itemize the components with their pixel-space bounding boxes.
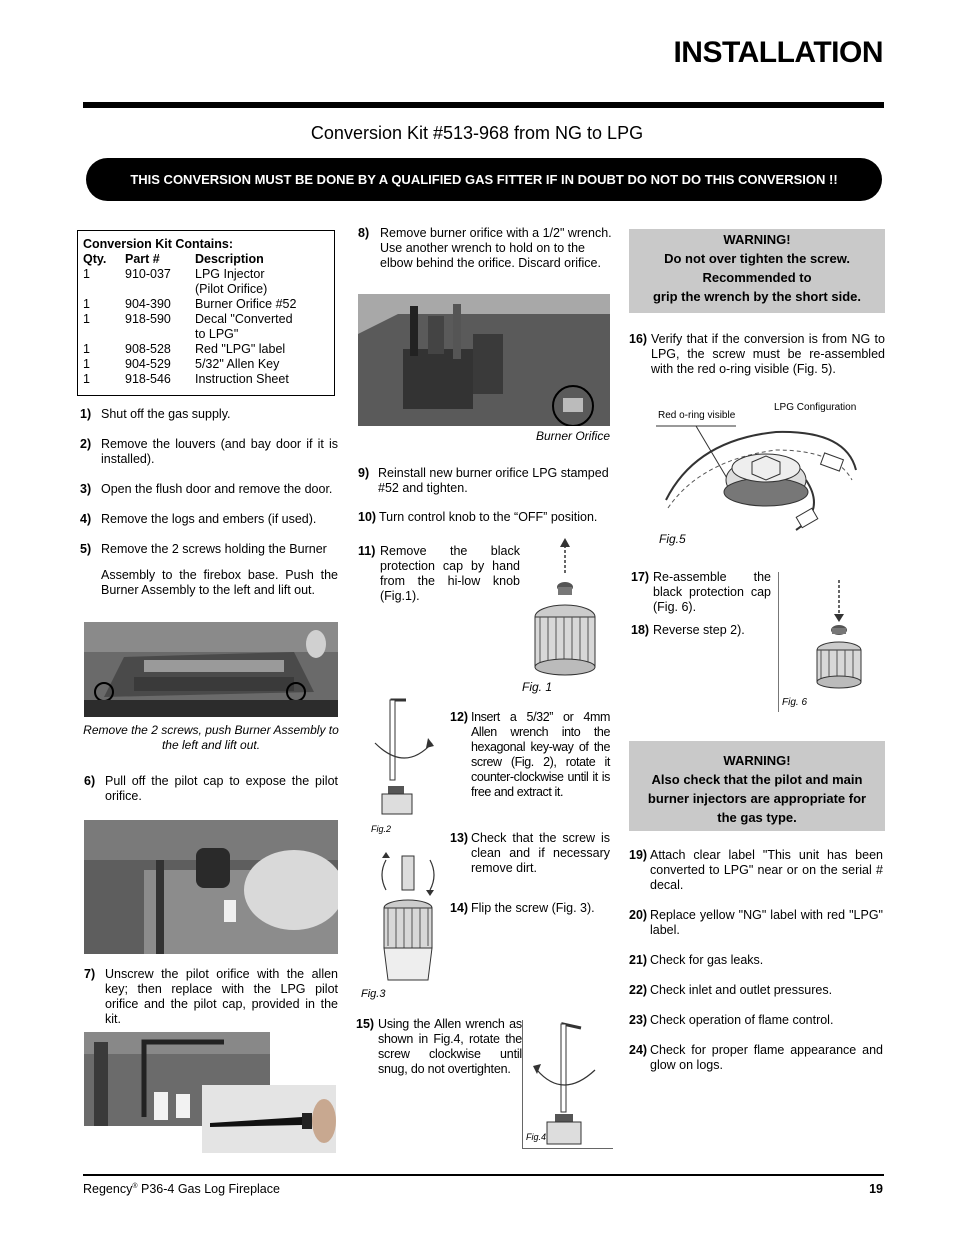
step-text-continued: Assembly to the firebox base. Push the Burner Assembly to the left and lift out. <box>101 568 338 597</box>
kit-row <box>78 372 334 387</box>
step-number: 21) <box>629 953 648 967</box>
step-text: Turn control knob to the “OFF” position. <box>379 510 598 524</box>
warning-banner <box>86 158 882 201</box>
step-22 <box>629 983 885 999</box>
kit-desc: Instruction Sheet <box>195 372 289 386</box>
step-text: Remove burner orifice with a 1/2" wrench. Use another wrench to hold on to the elbow behind the orifice. Discard orifice. <box>380 226 612 270</box>
step-number: 12) <box>450 710 469 724</box>
figure-6 <box>778 572 885 712</box>
step-number: 18) <box>631 623 650 637</box>
step-number: 6) <box>84 774 96 788</box>
step-number: 23) <box>629 1013 648 1027</box>
kit-desc: to LPG" <box>195 327 239 341</box>
kit-desc: Decal "Converted <box>195 312 293 326</box>
kit-row <box>78 282 334 297</box>
step-8 <box>358 226 614 274</box>
step-14 <box>450 901 610 917</box>
kit-qty: 1 <box>83 267 90 281</box>
fig2-label: Fig.2 <box>371 824 392 834</box>
kit-part: 904-390 <box>125 297 171 311</box>
kit-part: 918-546 <box>125 372 171 386</box>
step-number: 24) <box>629 1043 648 1057</box>
kit-qty: 1 <box>83 357 90 371</box>
warning-line: Also check that the pilot and main <box>651 772 863 787</box>
warning-title: WARNING! <box>723 232 791 247</box>
step-text: Check that the screw is clean and if necessary remove dirt. <box>471 831 610 875</box>
fig3-label: Fig.3 <box>361 988 386 1000</box>
warning-box-gas-type <box>629 741 885 831</box>
fig6-label: Fig. 6 <box>782 697 808 708</box>
kit-desc: LPG Injector <box>195 267 265 281</box>
kit-desc: (Pilot Orifice) <box>195 282 268 296</box>
step-number: 7) <box>84 967 96 981</box>
step-number: 5) <box>80 542 92 556</box>
kit-contents-box <box>77 230 335 396</box>
warning-title: WARNING! <box>723 753 791 768</box>
warning-banner-text: THIS CONVERSION MUST BE DONE BY A QUALIFIED GAS FITTER IF IN DOUBT DO NOT DO THIS CONVERSION !! <box>130 172 838 187</box>
figure-4 <box>522 1020 613 1149</box>
kit-row <box>78 267 334 282</box>
step-3 <box>80 482 338 498</box>
kit-col-part: Part # <box>125 252 160 266</box>
page-number: 19 <box>869 1182 883 1196</box>
step-text: Open the flush door and remove the door. <box>101 482 333 496</box>
footer-model: P36-4 Gas Log Fireplace <box>137 1182 280 1196</box>
step-text: Using the Allen wrench as shown in Fig.4, rotate the screw clockwise until snug, do not overtighten. <box>378 1017 522 1076</box>
footer-rule <box>83 1174 884 1176</box>
step-text: Attach clear label "This unit has been converted to LPG" near or on the serial # decal. <box>650 848 883 892</box>
figure-1 <box>530 535 600 680</box>
kit-desc: 5/32" Allen Key <box>195 357 280 371</box>
step-number: 22) <box>629 983 648 997</box>
step-text: Remove the louvers (and bay door if it is installed). <box>101 437 338 466</box>
step-number: 20) <box>629 908 648 922</box>
warning-line: Recommended to <box>702 270 812 285</box>
step-text: Flip the screw (Fig. 3). <box>471 901 595 915</box>
figure-3 <box>372 850 444 988</box>
step-15 <box>356 1017 522 1081</box>
step-text: Replace yellow "NG" label with red "LPG" label. <box>650 908 883 937</box>
kit-row <box>78 312 334 327</box>
step-20 <box>629 908 885 940</box>
step-18 <box>631 623 771 639</box>
photo-burner-assembly <box>84 622 338 717</box>
step-13 <box>450 831 610 879</box>
step-text: Unscrew the pilot orifice with the allen key; then replace with the LPG pilot orifice and the pilot cap, provided in the kit. <box>105 967 338 1026</box>
step-text: Pull off the pilot cap to expose the pilot orifice. <box>105 774 338 803</box>
kit-col-qty: Qty. <box>83 252 107 266</box>
step-11 <box>358 544 520 608</box>
figure-5 <box>656 420 886 540</box>
warning-line: the gas type. <box>717 810 797 825</box>
step-number: 13) <box>450 831 469 845</box>
warning-line: Do not over tighten the screw. <box>664 251 850 266</box>
step-24 <box>629 1043 885 1075</box>
step-number: 3) <box>80 482 92 496</box>
kit-qty: 1 <box>83 312 90 326</box>
lpg-configuration-label: LPG Configuration <box>774 402 857 413</box>
kit-header-row <box>78 252 334 267</box>
step-number: 15) <box>356 1017 375 1031</box>
step-1 <box>80 407 338 423</box>
step-text: Remove the logs and embers (if used). <box>101 512 317 526</box>
step-number: 11) <box>358 544 376 558</box>
kit-row <box>78 357 334 372</box>
step-2 <box>80 437 338 469</box>
step-5 <box>80 542 338 602</box>
kit-part: 904-529 <box>125 357 171 371</box>
kit-qty: 1 <box>83 297 90 311</box>
step-21 <box>629 953 885 969</box>
photo-burner-orifice <box>358 294 610 426</box>
page-title: INSTALLATION <box>673 36 883 69</box>
fig4-label: Fig.4 <box>526 1132 547 1142</box>
step-text: Verify that if the conversion is from NG to LPG, the screw must be re-assembled with the red o-ring visible (Fig. 5). <box>651 332 885 376</box>
kit-desc: Burner Orifice #52 <box>195 297 297 311</box>
step-text: Reverse step 2). <box>653 623 745 637</box>
section-subtitle: Conversion Kit #513-968 from NG to LPG <box>310 123 644 143</box>
kit-row <box>78 327 334 342</box>
kit-row <box>78 297 334 312</box>
step-19 <box>629 848 885 896</box>
red-oring-label: Red o-ring visible <box>658 410 736 421</box>
footer-product <box>83 1182 280 1196</box>
kit-part: 908-528 <box>125 342 171 356</box>
footer-brand: Regency <box>83 1182 133 1196</box>
step-number: 9) <box>358 466 370 480</box>
kit-qty: 1 <box>83 342 90 356</box>
step-4 <box>80 512 338 528</box>
kit-row <box>78 342 334 357</box>
step-16 <box>629 332 885 380</box>
step-number: 10) <box>358 510 377 524</box>
figure-2 <box>370 698 440 818</box>
step-9 <box>358 466 614 498</box>
warning-box-overtighten <box>629 229 885 313</box>
warning-line: grip the wrench by the short side. <box>652 289 862 304</box>
step-number: 19) <box>629 848 648 862</box>
kit-desc: Red "LPG" label <box>195 342 286 356</box>
step-number: 4) <box>80 512 92 526</box>
step-text: Shut off the gas supply. <box>101 407 231 421</box>
caption-burner-assembly: Remove the 2 screws, push Burner Assembly to the left and lift out. <box>83 723 339 752</box>
step-text: Remove the 2 screws holding the Burner <box>101 542 327 556</box>
step-number: 17) <box>631 570 650 584</box>
step-7 <box>80 967 338 1026</box>
step-17 <box>631 570 771 618</box>
kit-part: 910-037 <box>125 267 171 281</box>
fig5-label: Fig.5 <box>659 532 686 546</box>
step-text: Check for proper flame appearance and glow on logs. <box>650 1043 883 1072</box>
warning-line: burner injectors are appropriate for <box>647 791 867 806</box>
step-number: 1) <box>80 407 92 421</box>
registered-mark: ® <box>132 1182 138 1190</box>
step-text: Re-assemble the black protection cap (Fig. 6). <box>653 570 771 614</box>
photo-pilot-orifice <box>202 1085 336 1153</box>
step-number: 8) <box>358 226 370 240</box>
kit-col-desc: Description <box>195 252 264 266</box>
step-23 <box>629 1013 885 1029</box>
kit-qty: 1 <box>83 372 90 386</box>
fig1-label: Fig. 1 <box>522 680 553 694</box>
step-10 <box>358 510 614 526</box>
step-number: 2) <box>80 437 92 451</box>
step-text: Check inlet and outlet pressures. <box>650 983 833 997</box>
caption-burner-orifice: Burner Orifice <box>535 429 610 443</box>
kit-heading: Conversion Kit Contains: <box>83 237 234 251</box>
photo-pilot-cap <box>84 820 338 954</box>
step-text: Check operation of flame control. <box>650 1013 834 1027</box>
kit-part: 918-590 <box>125 312 171 326</box>
step-text: Insert a 5/32” or 4mm Allen wrench into the hexagonal key-way of the screw (Fig. 2), rotate it counter-clockwise until it is free and extract it. <box>471 710 610 799</box>
header-rule <box>83 102 884 108</box>
step-12 <box>450 710 610 806</box>
step-text: Reinstall new burner orifice LPG stamped #52 and tighten. <box>378 466 609 495</box>
step-number: 14) <box>450 901 469 915</box>
step-text: Check for gas leaks. <box>650 953 764 967</box>
step-6 <box>80 774 338 806</box>
step-text: Remove the black protection cap by hand from the hi-low knob (Fig.1). <box>380 544 520 603</box>
step-number: 16) <box>629 332 648 346</box>
